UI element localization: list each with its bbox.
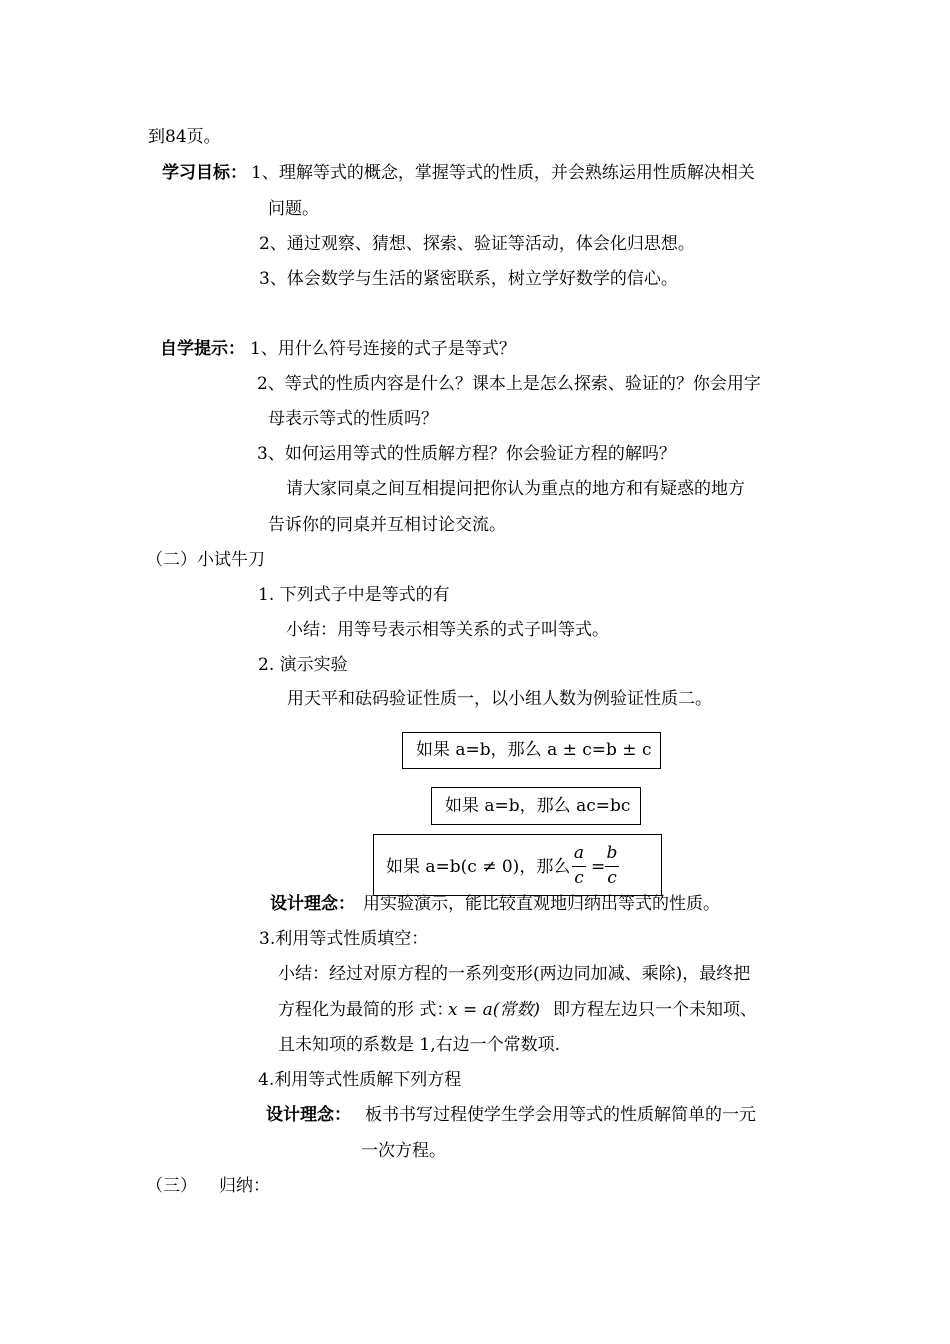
question-3-summary-3: 且未知项的系数是 1,右边一个常数项. xyxy=(278,1035,561,1055)
design-concept-label-2: 设计理念： xyxy=(266,1105,351,1125)
hints-paragraph-2: 告诉你的同桌并互相讨论交流。 xyxy=(268,515,506,535)
design-concept-text-2b: 一次方程。 xyxy=(361,1141,446,1161)
question-3-summary-2b: 即方程左边只一个未知项、 xyxy=(553,1000,757,1020)
question-1: 1. 下列式子中是等式的有 xyxy=(258,585,450,605)
fraction-b-numerator: b xyxy=(606,843,618,863)
section-3-heading: （三） xyxy=(146,1176,197,1196)
goals-item-2: 2、通过观察、猜想、探索、验证等活动，体会化归思想。 xyxy=(259,234,695,254)
hints-item-3: 3、如何运用等式的性质解方程？你会验证方程的解吗？ xyxy=(257,444,676,464)
hints-item-1: 1、用什么符号连接的式子是等式？ xyxy=(250,339,516,359)
property-multiplication-text: 如果 a=b，那么 ac=bc xyxy=(445,796,631,816)
fraction-a-numerator: a xyxy=(573,843,585,863)
goals-item-1: 1、理解等式的概念，掌握等式的性质，并会熟练运用性质解决相关 xyxy=(251,163,755,183)
section-3-label: 归纳： xyxy=(219,1176,270,1196)
section-2-heading: （二）小试牛刀 xyxy=(146,550,265,570)
goals-label: 学习目标： xyxy=(162,163,247,183)
question-3-summary-1: 小结：经过对原方程的一系列变形(两边同加减、乘除)，最终把 xyxy=(278,964,751,984)
hints-label: 自学提示： xyxy=(160,339,245,359)
question-2: 2. 演示实验 xyxy=(258,655,348,675)
fraction-equals: = xyxy=(591,857,606,877)
property-box-division xyxy=(373,834,662,896)
design-concept-text-1: 用实验演示，能比较直观地归纳出等式的性质。 xyxy=(363,894,720,914)
question-3-formula: x = a(常数) xyxy=(448,1000,541,1020)
fraction-a-bar xyxy=(572,866,586,867)
design-concept-label-1: 设计理念： xyxy=(270,894,355,914)
text-line-top: 到84页。 xyxy=(148,127,221,147)
question-2-text: 用天平和砝码验证性质一，以小组人数为例验证性质二。 xyxy=(287,689,712,709)
question-3: 3.利用等式性质填空： xyxy=(259,929,429,949)
question-3-summary-2a: 方程化为最简的形 式： xyxy=(278,1000,454,1020)
property-division-text: 如果 a=b(c ≠ 0)，那么 xyxy=(386,857,571,877)
hints-item-2-cont: 母表示等式的性质吗？ xyxy=(268,409,438,429)
hints-item-2: 2、等式的性质内容是什么？课本上是怎么探索、验证的？你会用字 xyxy=(257,374,761,394)
fraction-a-denominator: c xyxy=(574,868,584,888)
hints-paragraph-1: 请大家同桌之间互相提问把你认为重点的地方和有疑惑的地方 xyxy=(286,479,745,499)
property-box-addition xyxy=(402,732,661,769)
property-box-multiplication xyxy=(431,787,641,825)
design-concept-text-2a: 板书书写过程使学生学会用等式的性质解简单的一元 xyxy=(365,1105,756,1125)
question-1-summary: 小结：用等号表示相等关系的式子叫等式。 xyxy=(286,620,609,640)
goals-item-1-cont: 问题。 xyxy=(268,199,319,219)
question-4: 4.利用等式性质解下列方程 xyxy=(258,1070,462,1090)
goals-item-3: 3、体会数学与生活的紧密联系，树立学好数学的信心。 xyxy=(259,269,678,289)
fraction-b-bar xyxy=(605,866,619,867)
property-addition-text: 如果 a=b，那么 a ± c=b ± c xyxy=(416,740,652,760)
fraction-b-denominator: c xyxy=(607,868,617,888)
